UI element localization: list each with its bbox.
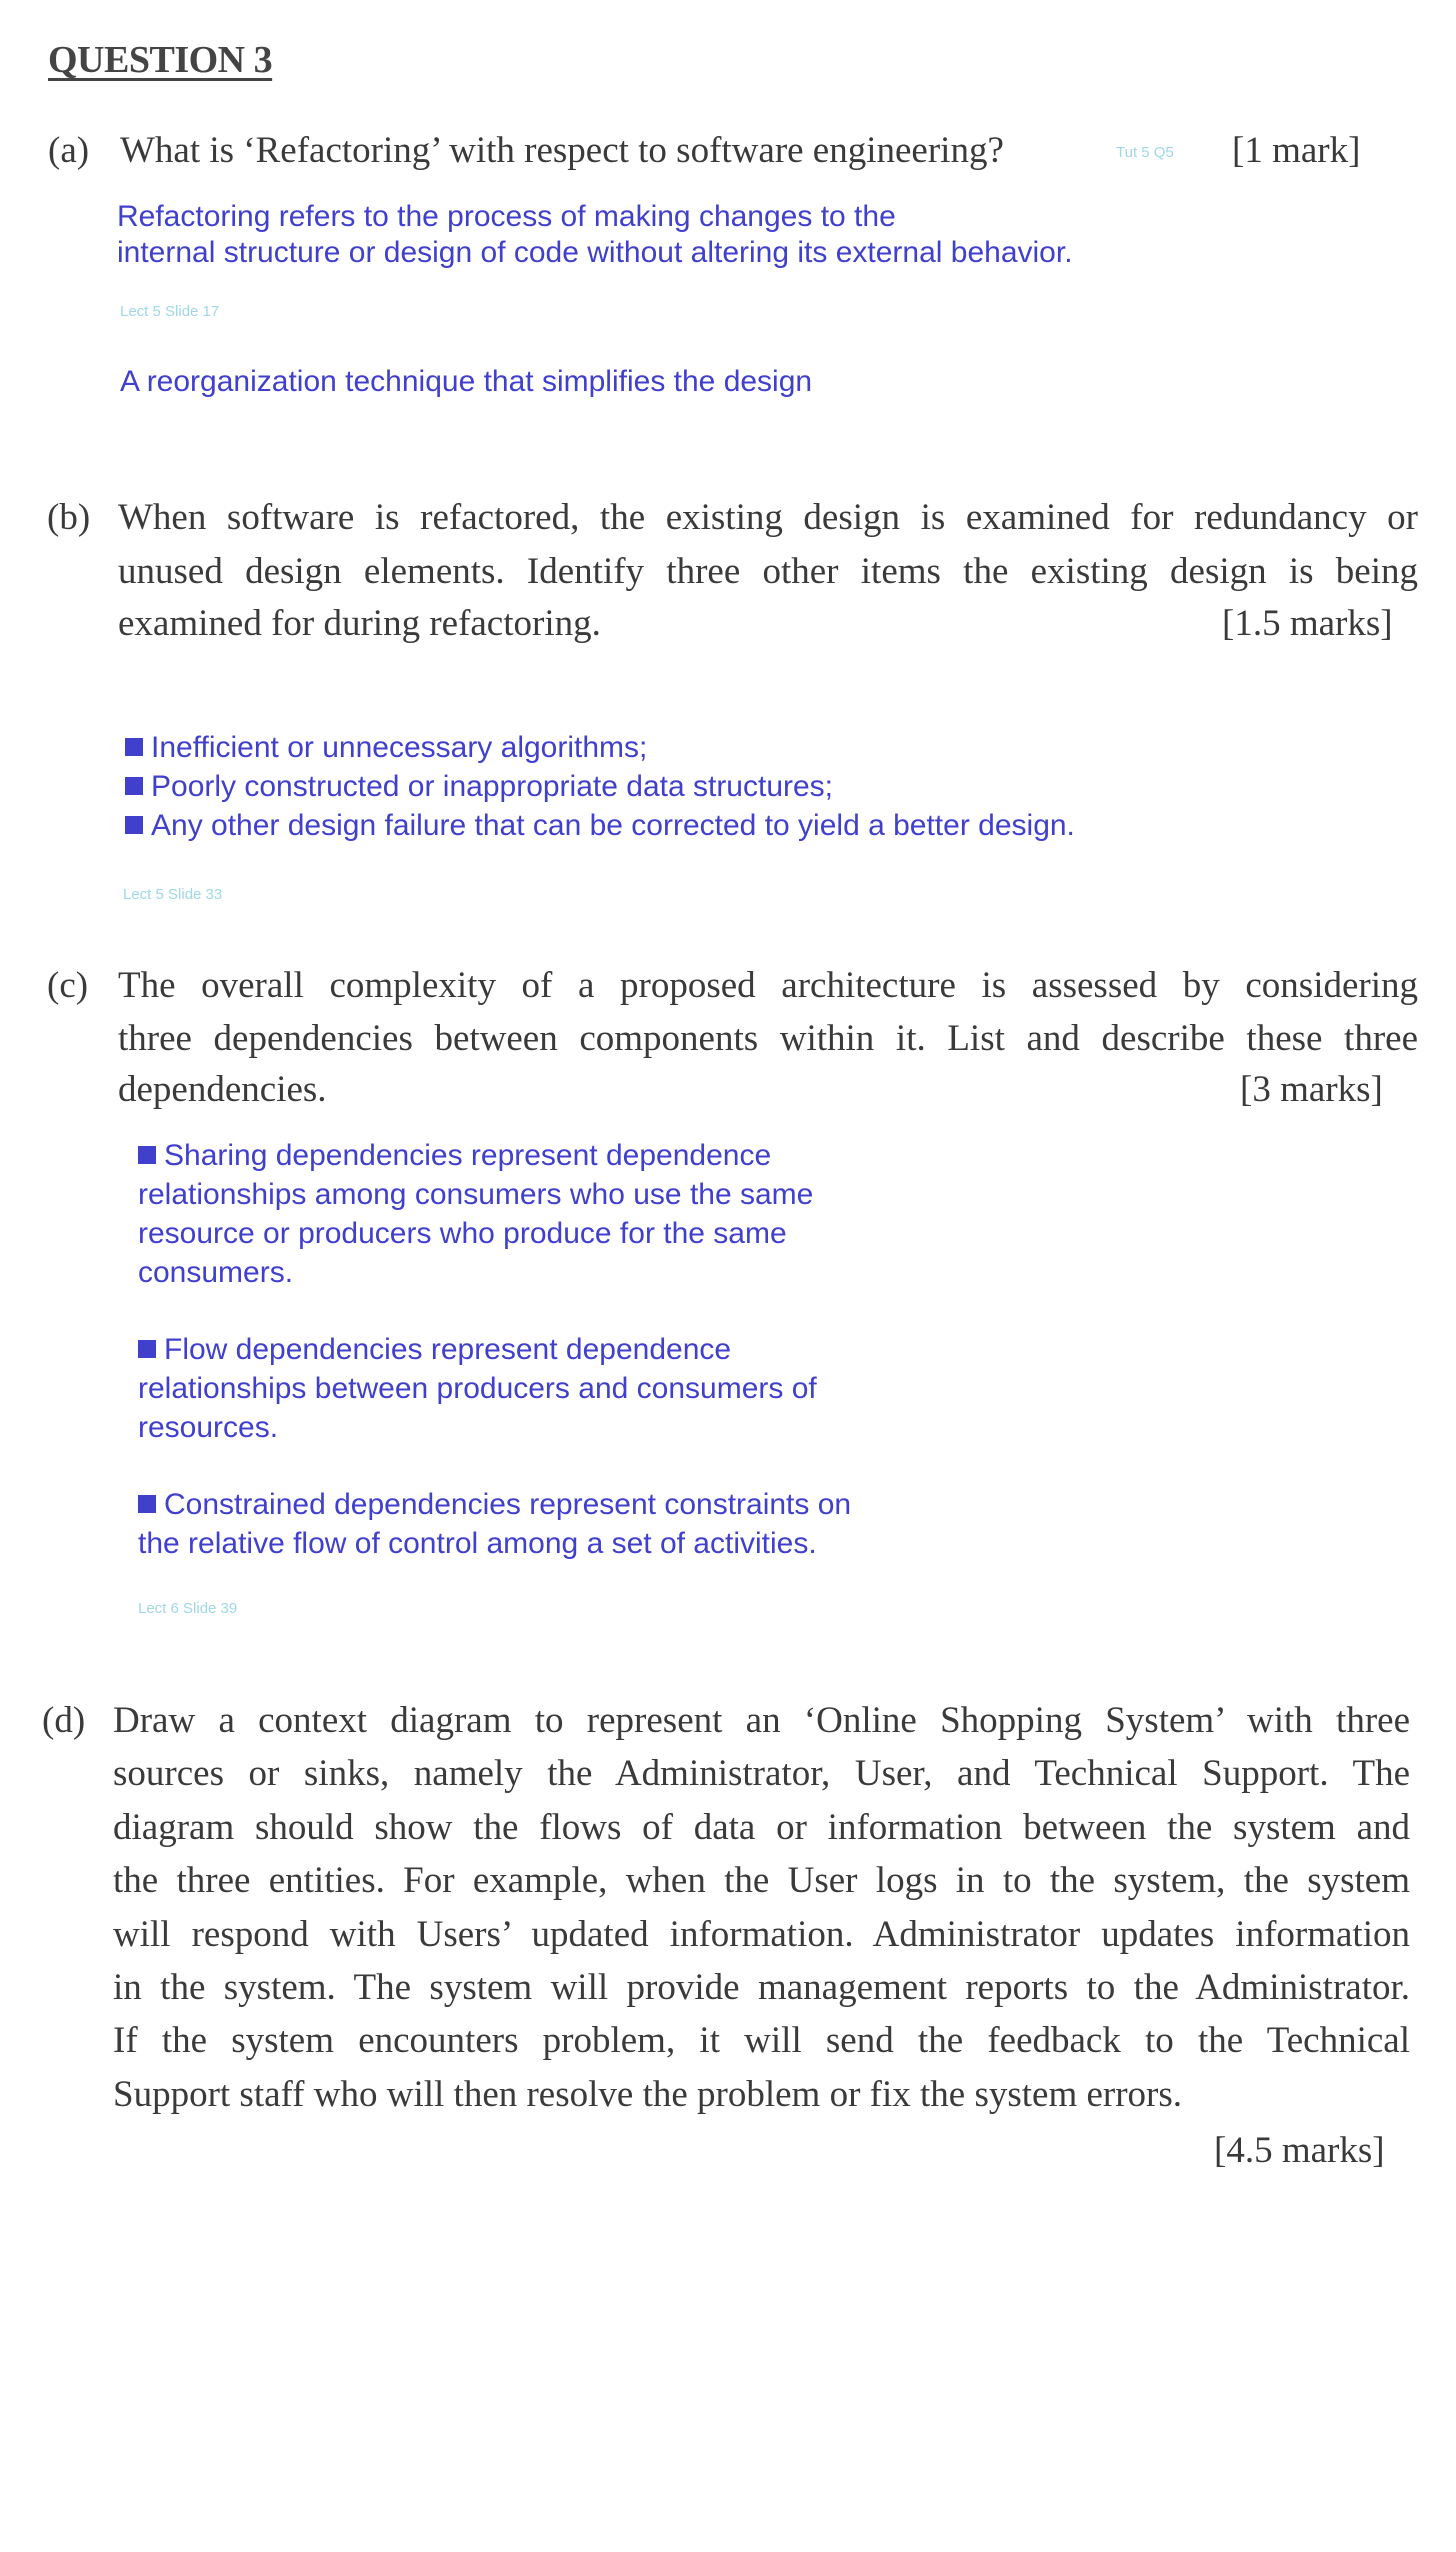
- bullet-text: Sharing dependencies represent dependence: [164, 1139, 772, 1172]
- part-a-answer-reference: Lect 5 Slide 17: [120, 303, 220, 320]
- part-d-marks: [4.5 marks]: [1214, 2130, 1385, 2171]
- part-a-answer-extra: A reorganization technique that simplifies the design: [120, 365, 813, 398]
- part-d-question-line: Support staff who will then resolve the problem or fix the system errors.: [113, 2074, 1183, 2115]
- part-b-question-line: examined for during refactoring.: [118, 603, 601, 644]
- part-c-question-line: three dependencies between components within it. List and describe these three: [118, 1018, 1418, 1059]
- part-c-question-line: dependencies.: [118, 1069, 327, 1110]
- part-d-question-line: the three entities. For example, when the User logs in to the system, the system: [113, 1860, 1410, 1901]
- bullet-text: Any other design failure that can be corrected to yield a better design.: [151, 809, 1075, 842]
- bullet-text: Inefficient or unnecessary algorithms;: [151, 731, 648, 764]
- part-d-question-line: sources or sinks, namely the Administrator, User, and Technical Support. The: [113, 1753, 1410, 1794]
- bullet-continuation: consumers.: [138, 1256, 294, 1289]
- part-b-bullet-item: [125, 772, 833, 802]
- square-bullet-icon: [125, 777, 143, 795]
- part-d-label: (d): [42, 1700, 86, 1741]
- part-b-marks: [1.5 marks]: [1222, 603, 1393, 644]
- part-a-reference-tag: Tut 5 Q5: [1116, 144, 1174, 161]
- part-b-bullet-item: [125, 733, 647, 763]
- part-c-marks: [3 marks]: [1240, 1069, 1383, 1110]
- square-bullet-icon: [138, 1495, 156, 1513]
- square-bullet-icon: [138, 1146, 156, 1164]
- part-c-question-line: The overall complexity of a proposed architecture is assessed by considering: [118, 965, 1418, 1006]
- part-d-question-line: If the system encounters problem, it will send the feedback to the Technical: [113, 2020, 1410, 2061]
- bullet-continuation: resource or producers who produce for the same: [138, 1217, 787, 1250]
- part-c-label: (c): [47, 965, 89, 1006]
- part-d-question-line: diagram should show the flows of data or information between the system and: [113, 1807, 1410, 1848]
- part-a-label: (a): [48, 130, 90, 171]
- part-c-bullet-item: [138, 1490, 851, 1520]
- bullet-text: Poorly constructed or inappropriate data structures;: [151, 770, 834, 803]
- question-heading: QUESTION 3: [48, 39, 273, 81]
- part-b-bullet-item: [125, 811, 1075, 841]
- square-bullet-icon: [125, 738, 143, 756]
- bullet-continuation: resources.: [138, 1411, 279, 1444]
- part-c-answer-reference: Lect 6 Slide 39: [138, 1600, 238, 1617]
- bullet-continuation: relationships among consumers who use the same: [138, 1178, 814, 1211]
- part-d-question-line: Draw a context diagram to represent an ‘Online Shopping System’ with three: [113, 1700, 1410, 1741]
- part-b-question-line: When software is refactored, the existing design is examined for redundancy or: [118, 497, 1418, 538]
- part-b-answer-reference: Lect 5 Slide 33: [123, 886, 223, 903]
- part-d-question-line: in the system. The system will provide management reports to the Administrator.: [113, 1967, 1410, 2008]
- part-b-label: (b): [47, 497, 91, 538]
- part-a-answer-line: Refactoring refers to the process of making changes to the: [117, 200, 896, 233]
- bullet-continuation: the relative flow of control among a set of activities.: [138, 1527, 817, 1560]
- square-bullet-icon: [138, 1340, 156, 1358]
- part-c-bullet-item: [138, 1335, 731, 1365]
- bullet-continuation: relationships between producers and consumers of: [138, 1372, 817, 1405]
- part-d-question-line: will respond with Users’ updated information. Administrator updates information: [113, 1914, 1410, 1955]
- part-c-bullet-item: [138, 1141, 771, 1171]
- square-bullet-icon: [125, 816, 143, 834]
- part-a-answer-line: internal structure or design of code without altering its external behavior.: [117, 236, 1073, 269]
- bullet-text: Constrained dependencies represent constraints on: [164, 1488, 852, 1521]
- part-a-marks: [1 mark]: [1232, 130, 1361, 171]
- bullet-text: Flow dependencies represent dependence: [164, 1333, 732, 1366]
- part-a-question: What is ‘Refactoring’ with respect to software engineering?: [120, 130, 1004, 171]
- part-b-question-line: unused design elements. Identify three other items the existing design is being: [118, 551, 1418, 592]
